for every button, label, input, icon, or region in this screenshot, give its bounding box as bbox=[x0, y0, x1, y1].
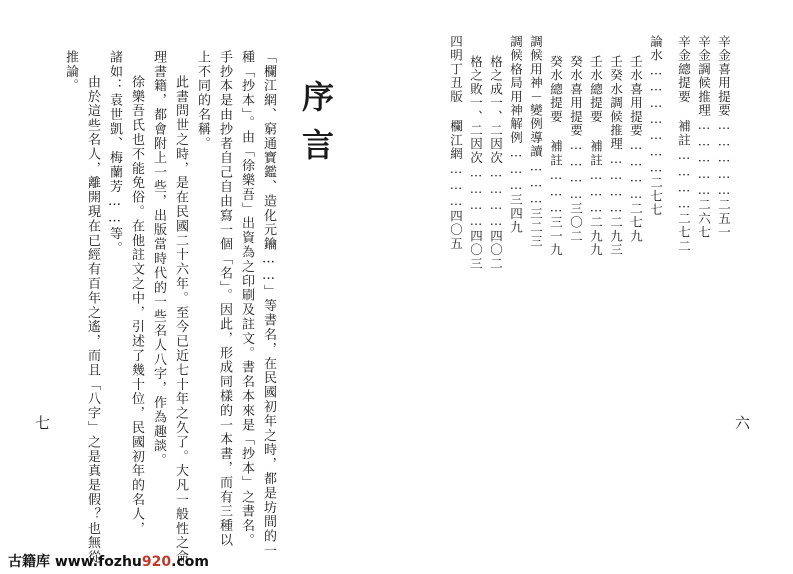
preface-line: 手抄本是由抄者自己自由寫一個「名」。因此，形成同樣的一本書，而有三種以 bbox=[217, 50, 232, 548]
toc-label: 癸水總提要 補註 bbox=[548, 55, 564, 168]
toc-page: 二六七 bbox=[696, 198, 712, 240]
toc-entry: 調候格局用神解例………三四九 bbox=[508, 35, 524, 235]
toc-label: 癸水喜用提要 bbox=[568, 55, 584, 138]
site-name: 古籍库 bbox=[8, 554, 50, 570]
toc-label: 四明丁丑版 欄江網 bbox=[448, 35, 464, 161]
preface-line: 上不同的名稱。 bbox=[195, 50, 210, 151]
toc-page: 四〇二 bbox=[488, 229, 504, 271]
toc-entry: 壬癸水調候推理…………二九三 bbox=[608, 55, 624, 257]
toc-entry: 四明丁丑版 欄江網………四〇五 bbox=[448, 35, 464, 251]
toc-entry: 壬水總提要 補註………二九九 bbox=[588, 55, 604, 257]
toc-entry: 調候用神－變例導讀………三二三 bbox=[528, 35, 544, 249]
page-number: 六 bbox=[735, 414, 751, 432]
toc-entry: 格之成一、二因次…………四〇二 bbox=[488, 55, 504, 271]
toc-page: 二五一 bbox=[716, 198, 732, 240]
toc-page: 二九三 bbox=[608, 215, 624, 257]
toc-page: 三二三 bbox=[528, 206, 544, 249]
page-number: 七 bbox=[35, 414, 51, 432]
toc-label: 辛金喜用提要 bbox=[716, 35, 732, 118]
preface-line: 徐樂吾氏也不能免俗。在他註文之中，引述了幾十位，民國初年的名人， bbox=[129, 75, 144, 536]
preface-line: 「欄江網、窮通寶鑑、造化元鑰……」等書名，在民國初年之時，都是坊間的一 bbox=[261, 50, 276, 558]
toc-entry: 癸水喜用提要…………三〇二 bbox=[568, 55, 584, 244]
toc-label: 壬癸水調候推理 bbox=[608, 55, 624, 151]
toc-entry: 論水…………………二七七 bbox=[648, 35, 664, 217]
toc-page: 三四九 bbox=[508, 193, 524, 235]
toc-label: 調候格局用神解例 bbox=[508, 35, 524, 145]
page-title: 序言 bbox=[297, 80, 335, 176]
toc-label: 壬水總提要 補註 bbox=[588, 55, 604, 168]
toc-entry: 辛金調候推理……………二六七 bbox=[696, 35, 712, 240]
toc-entry: 辛金喜用提要……………二五一 bbox=[716, 35, 732, 240]
preface-line: 此書問世之時，是在民國二十六年。至今已近七十年之久了。大凡一般性之命 bbox=[173, 75, 188, 565]
toc-entry: 癸水總提要 補註………三一九 bbox=[548, 55, 564, 257]
toc-page: 二七二 bbox=[676, 211, 692, 254]
toc-page: 四〇五 bbox=[448, 209, 464, 251]
site-url-suffix: .com bbox=[171, 554, 209, 570]
preface-line: 諸如：袁世凱、梅蘭芳……等。 bbox=[107, 50, 122, 256]
site-url-number: 920 bbox=[141, 554, 172, 570]
toc-page: 三一九 bbox=[548, 215, 564, 257]
preface-line: 推論。 bbox=[63, 50, 78, 94]
toc-entry: 壬水喜用提要…………二七九 bbox=[628, 55, 644, 244]
toc-page: 二七七 bbox=[648, 175, 664, 217]
site-url-prefix: www.fozhu bbox=[54, 554, 142, 570]
toc-entry: 辛金總提要 補註…………二七二 bbox=[676, 35, 692, 254]
preface-line: 種「抄本」。由「徐樂吾」出資為之印刷及註文。書名本來是「抄本」之書名。 bbox=[239, 50, 254, 548]
toc-label: 辛金總提要 補註 bbox=[676, 35, 692, 148]
site-watermark bbox=[8, 551, 209, 571]
toc-label: 壬水喜用提要 bbox=[628, 55, 644, 138]
toc-label: 格之成一、二因次 bbox=[488, 55, 504, 165]
toc-label: 辛金調候推理 bbox=[696, 35, 712, 118]
toc-page: 二九九 bbox=[588, 215, 604, 257]
toc-page: 二七九 bbox=[628, 202, 644, 244]
toc-label: 格之敗一、二因次 bbox=[468, 55, 484, 165]
toc-entry: 格之敗一、二因次…………四〇三 bbox=[468, 55, 484, 271]
toc-label: 論水 bbox=[648, 35, 664, 63]
toc-page: 三〇二 bbox=[568, 202, 584, 244]
preface-line: 由於這些名人，離開現在已經有百年之遙，而且「八字」之是真是假？也無從 bbox=[85, 75, 100, 565]
toc-page: 四〇三 bbox=[468, 229, 484, 271]
preface-line: 理書籍，都會附上一些，出版當時代的一些名人八字，作為趣談。 bbox=[151, 50, 166, 468]
toc-label: 調候用神－變例導讀 bbox=[528, 35, 544, 159]
site-url bbox=[55, 554, 209, 570]
